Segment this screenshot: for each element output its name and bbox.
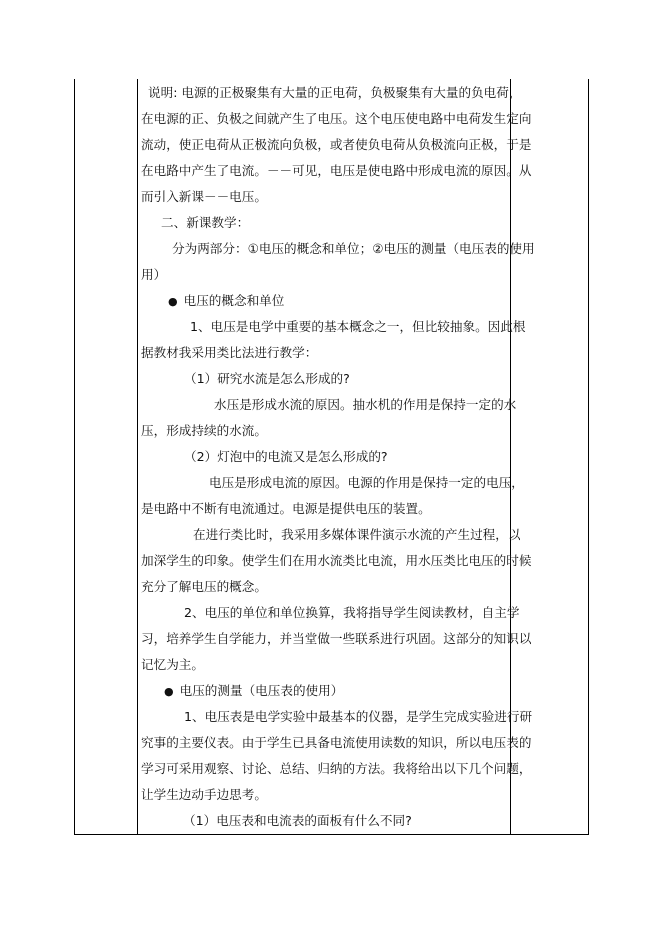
text-line: 2、电压的单位和单位换算，我将指导学生阅读教材，自主学: [184, 605, 520, 620]
text-line: 流动，使正电荷从正极流向负极，或者使负电荷从负极流向正极，于是: [141, 137, 532, 152]
text-line: 充分了解电压的概念。: [141, 579, 267, 594]
table-border-bottom: [74, 834, 589, 835]
text-line: （1）研究水流是怎么形成的?: [184, 371, 350, 386]
text-line: 在电源的正、负极之间就产生了电压。这个电压使电路中电荷发生定向: [141, 111, 532, 126]
text-line: 而引入新课－－电压。: [141, 189, 267, 204]
text-line: 分为两部分：①电压的概念和单位；②电压的测量（电压表的使用: [172, 241, 535, 256]
text-line: 在进行类比时，我采用多媒体课件演示水流的产生过程，以: [193, 527, 521, 542]
text-line: 电压是形成电流的原因。电源的作用是保持一定的电压，: [209, 475, 524, 490]
text-line: 究事的主要仪表。由于学生已具备电流使用读数的知识，所以电压表的: [141, 735, 532, 750]
text-line: 1、电压是电学中重要的基本概念之一，但比较抽象。因此根: [190, 319, 526, 334]
text-line: 水压是形成水流的原因。抽水机的作用是保持一定的水: [214, 397, 517, 412]
table-border-left: [74, 79, 75, 835]
lesson-table: [74, 79, 589, 835]
section-heading: 二、新课教学：: [161, 215, 250, 230]
table-border-right: [588, 79, 589, 835]
bullet-heading: ● 电压的概念和单位: [168, 294, 284, 309]
text-line: （1）电压表和电流表的面板有什么不同?: [183, 813, 412, 828]
text-line: 加深学生的印象。使学生们在用水流类比电流，用水压类比电压的时候: [141, 553, 532, 568]
text-line: 据教材我采用类比法进行教学：: [141, 345, 318, 360]
text-line: 压，形成持续的水流。: [141, 423, 267, 438]
table-divider-1: [137, 79, 138, 835]
text-line: 用）: [141, 267, 167, 282]
text-line: （2）灯泡中的电流又是怎么形成的?: [184, 449, 388, 464]
text-line: 习，培养学生自学能力，并当堂做一些联系进行巩固。这部分的知识以: [141, 631, 532, 646]
text-line: 记忆为主。: [141, 657, 204, 672]
text-line: 是电路中不断有电流通过。电源是提供电压的装置。: [141, 501, 431, 516]
text-line: 1、电压表是电学实验中最基本的仪器，是学生完成实验进行研: [184, 709, 533, 724]
text-line: 说明: 电源的正极聚集有大量的正电荷，负极聚集有大量的负电荷，: [148, 85, 522, 100]
text-line: 让学生边动手边思考。: [141, 787, 267, 802]
text-line: 在电路中产生了电流。－－可见，电压是使电路中形成电流的原因。从: [141, 163, 532, 178]
bullet-heading: ● 电压的测量（电压表的使用）: [164, 684, 343, 699]
text-line: 学习可采用观察、讨论、总结、归纳的方法。我将给出以下几个问题，: [141, 761, 532, 776]
